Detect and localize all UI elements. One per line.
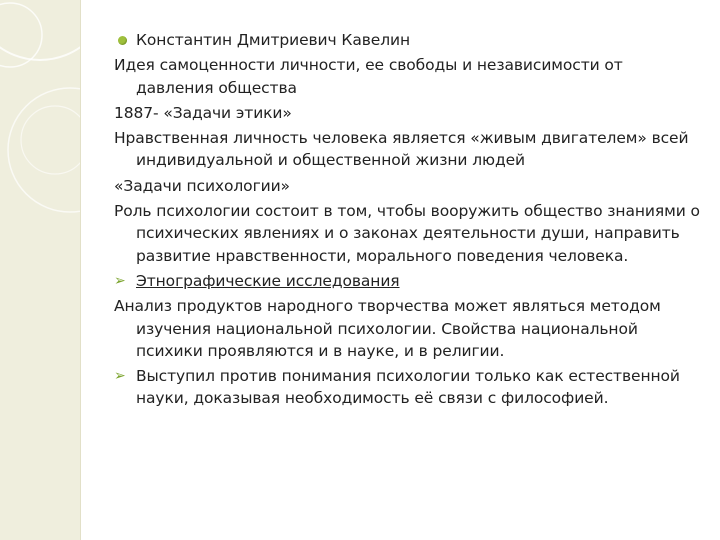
paragraph-ethics-task [114,102,704,124]
paragraph-moral-person [114,127,704,172]
bullet-item-name [114,29,704,51]
arrow-bullet-icon: ➢ [114,368,126,385]
item-text: «Задачи психологии» [114,176,290,195]
slide-content [114,29,704,413]
item-text: Этнографические исследования [136,271,400,290]
item-text: Анализ продуктов народного творчества может являться методом изучения национальной психологии. Свойства национальной психики проявляются и в науке, и в религии. [114,297,661,360]
item-text: Нравственная личность человека является «живым двигателем» всей индивидуальной и общественной жизни людей [114,129,689,170]
decorative-circles [0,0,80,540]
round-bullet-icon [118,36,127,45]
paragraph-psychology-task [114,175,704,197]
arrow-item-ethnography [114,270,704,292]
paragraph-psychology-role [114,200,704,267]
item-text: Константин Дмитриевич Кавелин [136,31,411,49]
decorative-sidebar [0,0,80,540]
item-text: Роль психологии состоит в том, чтобы вооружить общество знаниями о психических явлениях и о законах деятельности души, направить развитие нравственности, морального поведения человека. [114,202,700,265]
arrow-item-against [114,365,704,410]
item-text: Выступил против понимания психологии только как естественной науки, доказывая необходимость её связи с философией. [136,367,680,408]
arrow-bullet-icon: ➢ [114,272,126,289]
item-text: 1887- «Задачи этики» [114,103,292,122]
paragraph-idea [114,54,704,99]
paragraph-folk-analysis [114,295,704,362]
item-text: Идея самоценности личности, ее свободы и независимости от давления общества [114,56,623,97]
sidebar-divider [80,0,81,540]
